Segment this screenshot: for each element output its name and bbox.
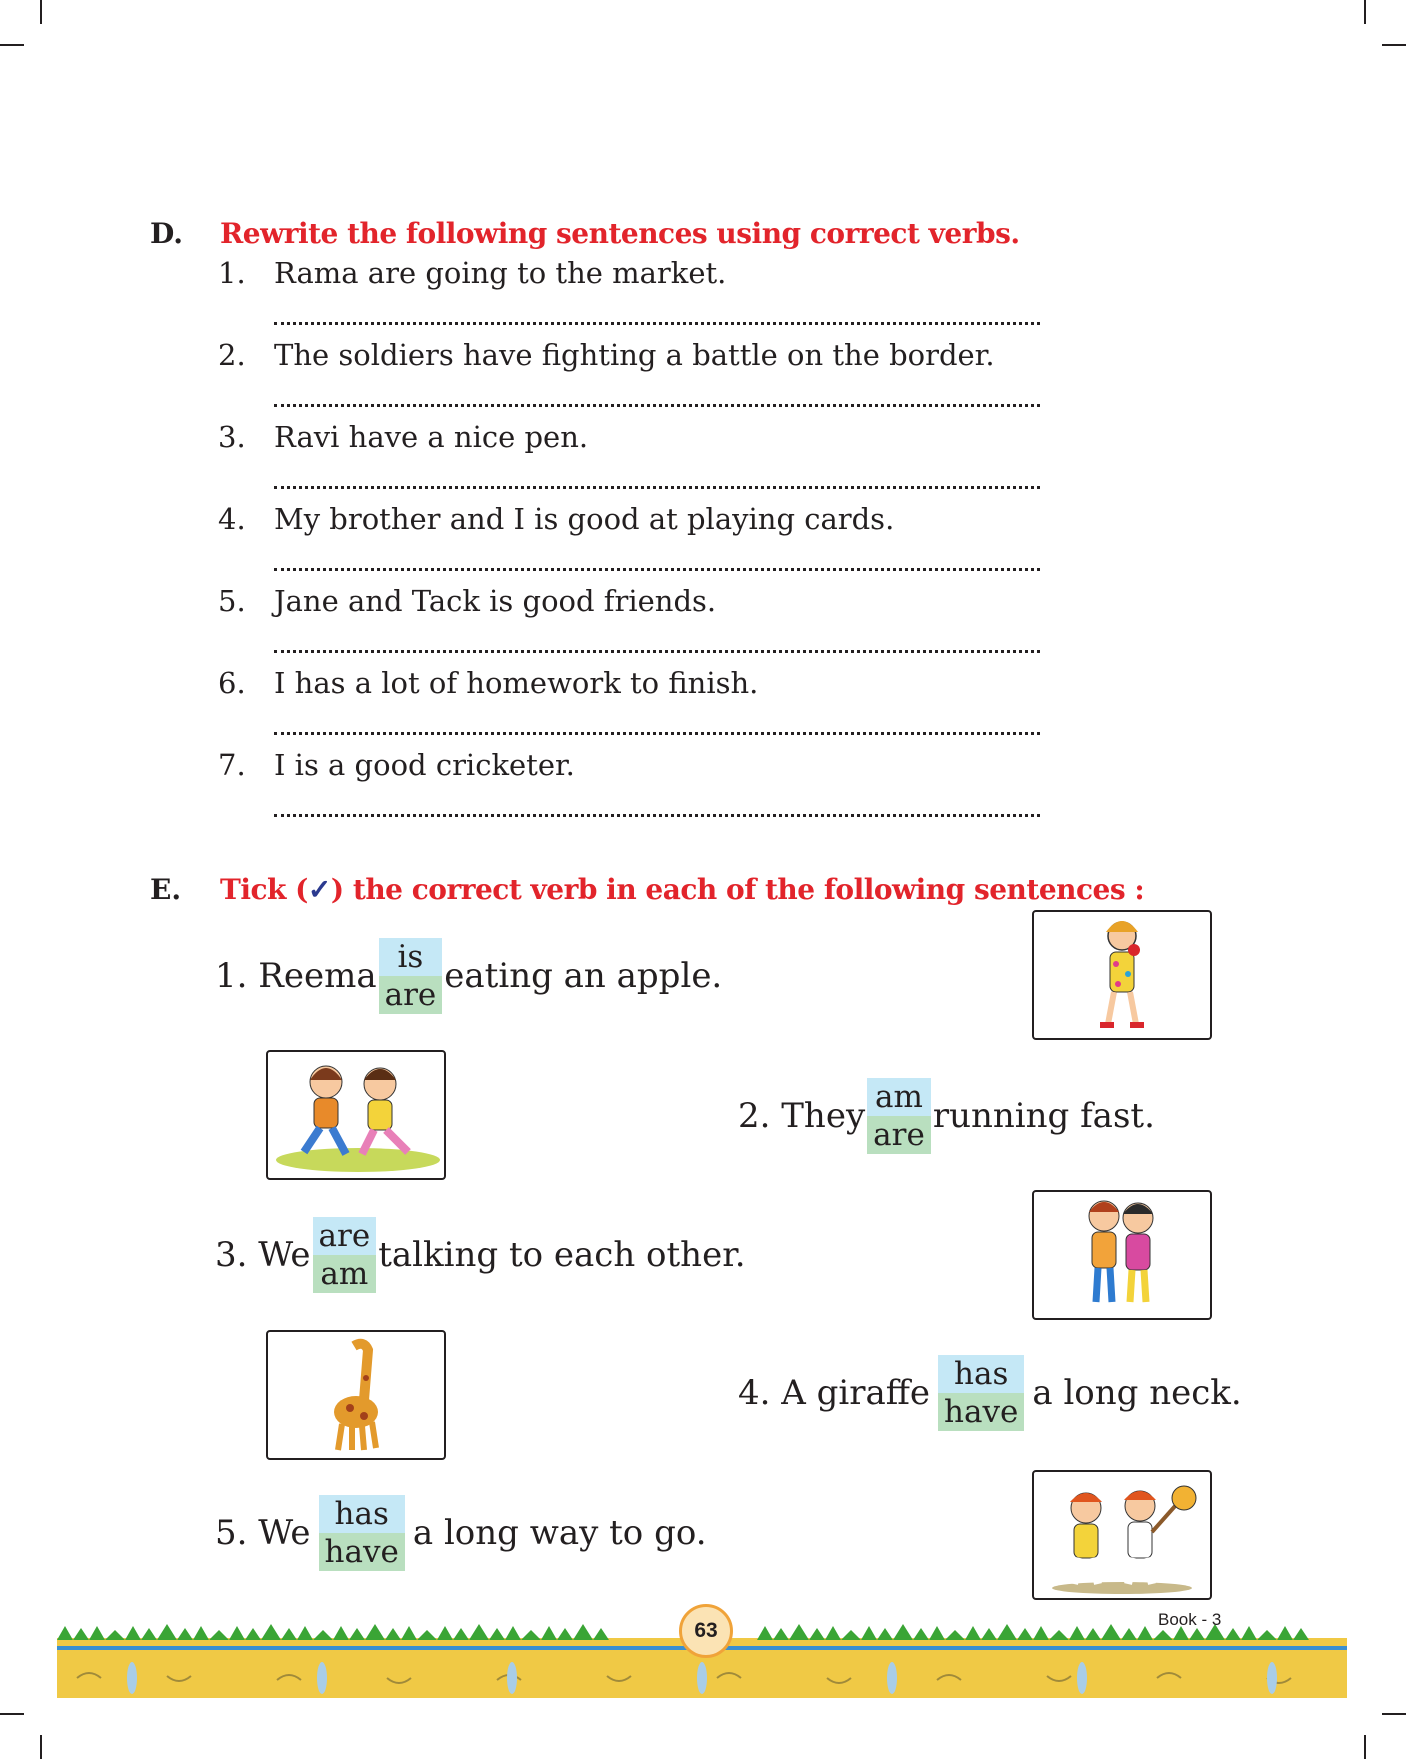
item-text: I has a lot of homework to finish. (274, 666, 759, 700)
boys-talking-icon (1034, 1192, 1210, 1318)
answer-line[interactable] (274, 318, 1040, 325)
verb-choice (319, 1495, 405, 1571)
section-e-heading (220, 873, 1144, 906)
heading-text: Tick ( (220, 873, 308, 906)
item-text: I is a good cricketer. (274, 748, 575, 782)
heading-text: ) the correct verb in each of the following sentences : (330, 873, 1145, 906)
picture-giraffe (266, 1330, 446, 1460)
answer-line[interactable] (274, 482, 1040, 489)
exercise-e-3 (215, 1217, 746, 1293)
item-text: Jane and Tack is good friends. (274, 584, 717, 618)
item-text: My brother and I is good at playing cards. (274, 502, 895, 536)
sentence-start: 3. We (215, 1235, 311, 1275)
girl-icon (1034, 912, 1210, 1038)
verb-option[interactable]: is (379, 938, 443, 976)
item-number: 5. (218, 584, 246, 618)
item-number: 3. (218, 420, 246, 454)
section-d-heading: Rewrite the following sentences using correct verbs. (220, 217, 1020, 250)
sentence-end: a long way to go. (412, 1513, 707, 1553)
verb-choice (313, 1217, 377, 1293)
crop-mark (40, 1735, 42, 1759)
section-d-letter: D. (150, 217, 184, 250)
picture-girl-eating-apple (1032, 910, 1212, 1040)
exercise-e-1 (215, 938, 722, 1014)
crop-mark (1364, 1735, 1366, 1759)
verb-option[interactable]: has (938, 1355, 1024, 1393)
item-text: Ravi have a nice pen. (274, 420, 589, 454)
verb-option[interactable]: have (938, 1393, 1024, 1431)
crop-mark (0, 1713, 24, 1715)
giraffe-icon (268, 1332, 444, 1458)
sentence-end: eating an apple. (444, 956, 723, 996)
exercise-d-2 (218, 338, 995, 372)
picture-children-running (266, 1050, 446, 1180)
book-label: Book - 3 (1158, 1610, 1222, 1629)
crop-mark (40, 0, 42, 24)
crop-mark (1382, 44, 1406, 46)
item-number: 1. (218, 256, 246, 290)
exercise-d-3 (218, 420, 588, 454)
exercise-e-4 (738, 1355, 1242, 1431)
crop-mark (1382, 1713, 1406, 1715)
exercise-d-7 (218, 748, 575, 782)
sentence-end: talking to each other. (378, 1235, 746, 1275)
exercise-e-2 (738, 1078, 1155, 1154)
answer-line[interactable] (274, 564, 1040, 571)
item-text: The soldiers have fighting a battle on the border. (274, 338, 995, 372)
exercise-d-1 (218, 256, 726, 290)
answer-line[interactable] (274, 400, 1040, 407)
verb-choice (938, 1355, 1024, 1431)
sentence-start: 5. We (215, 1513, 311, 1553)
verb-option[interactable]: am (867, 1078, 931, 1116)
item-number: 6. (218, 666, 246, 700)
verb-option[interactable]: are (313, 1217, 377, 1255)
exercise-d-4 (218, 502, 894, 536)
verb-option[interactable]: are (867, 1116, 931, 1154)
tick-icon: ✓ (307, 873, 331, 906)
sentence-start: 2. They (738, 1096, 866, 1136)
crop-mark (0, 44, 24, 46)
item-number: 2. (218, 338, 246, 372)
verb-option[interactable]: have (319, 1533, 405, 1571)
picture-two-men-walking (1032, 1470, 1212, 1600)
men-walking-icon (1034, 1472, 1210, 1598)
page-number: 63 (679, 1604, 733, 1658)
sentence-end: a long neck. (1032, 1373, 1242, 1413)
answer-line[interactable] (274, 810, 1040, 817)
exercise-e-5 (215, 1495, 707, 1571)
verb-option[interactable]: has (319, 1495, 405, 1533)
verb-option[interactable]: are (379, 976, 443, 1014)
exercise-d-6 (218, 666, 758, 700)
section-e-letter: E. (150, 873, 182, 906)
exercise-d-5 (218, 584, 716, 618)
sentence-end: running fast. (932, 1096, 1155, 1136)
verb-choice (867, 1078, 931, 1154)
picture-two-boys-talking (1032, 1190, 1212, 1320)
sentence-start: 4. A giraffe (738, 1373, 931, 1413)
item-number: 7. (218, 748, 246, 782)
verb-choice (379, 938, 443, 1014)
item-text: Rama are going to the market. (274, 256, 727, 290)
item-number: 4. (218, 502, 246, 536)
sentence-start: 1. Reema (215, 956, 377, 996)
verb-option[interactable]: am (313, 1255, 377, 1293)
running-children-icon (268, 1052, 444, 1178)
answer-line[interactable] (274, 646, 1040, 653)
answer-line[interactable] (274, 728, 1040, 735)
crop-mark (1364, 0, 1366, 24)
